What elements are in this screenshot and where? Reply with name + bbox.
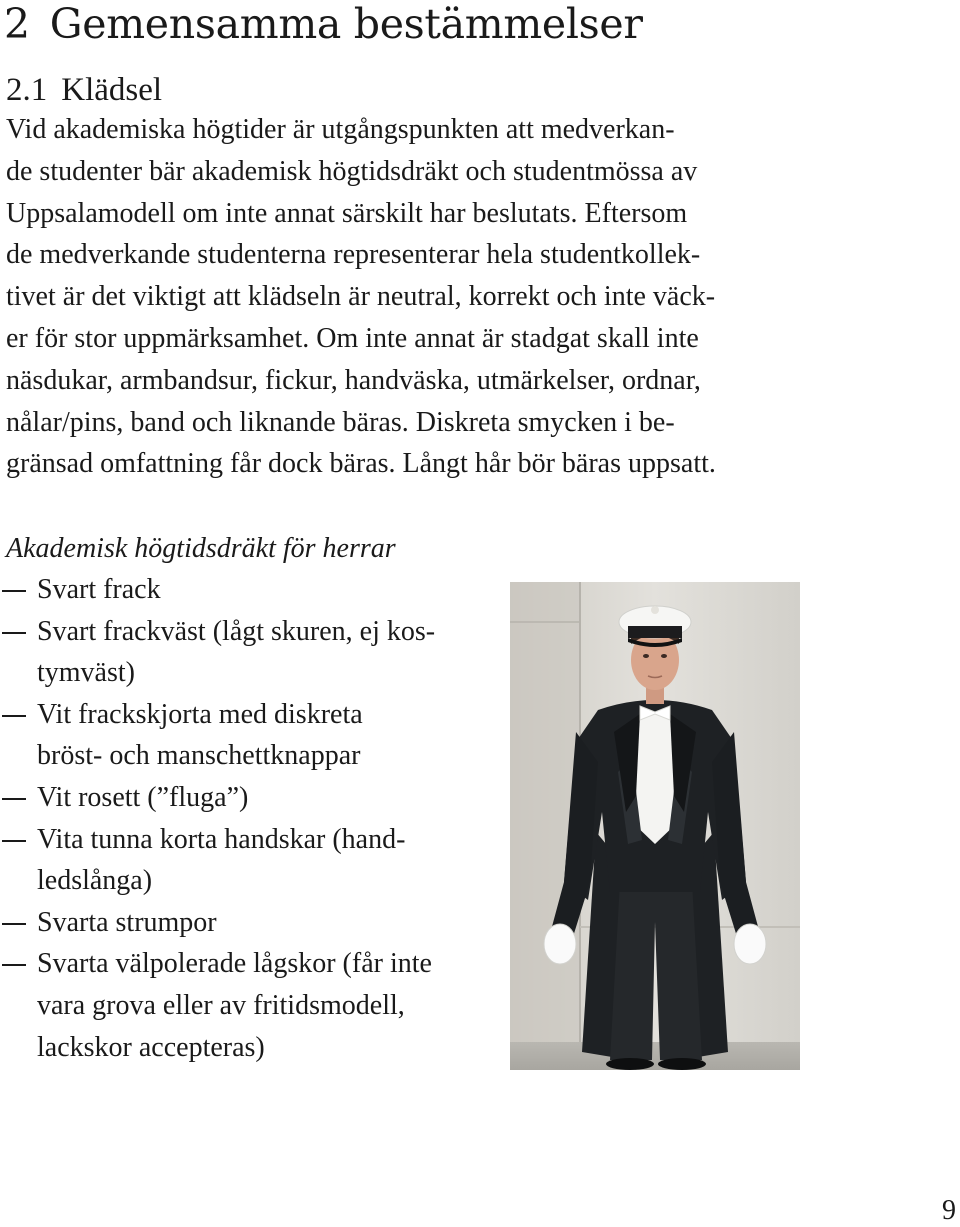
chapter-number: 2 [4,0,30,48]
list-item [0,902,480,944]
body-line: Uppsalamodell om inte annat särskilt har beslutats. Eftersom [6,197,688,229]
list-item [0,777,480,819]
list-item-line: lackskor accepteras) [37,1031,265,1063]
body-line: de studenter bär akademisk högtidsdräkt och studentmössa av [6,155,698,187]
list-item-line: Vit frackskjorta med diskreta [0,694,480,736]
dress-code-list [0,569,480,1068]
section-title-text: Klädsel [61,72,163,108]
body-line: de medverkande studenterna representerar hela studentkollek- [6,239,701,271]
list-item [0,819,480,902]
body-paragraph [6,109,806,485]
list-item-line: tymväst) [37,657,135,689]
section-number: 2.1 [6,72,48,108]
list-item-line: ledslånga) [37,865,153,897]
list-item [0,943,480,1068]
student-tailcoat-photo [510,582,800,1070]
body-line: Vid akademiska högtider är utgångspunkten att medverkan- [6,114,675,145]
body-line: tivet är det viktigt att klädseln är neutral, korrekt och inte väck- [6,281,716,313]
list-item-line: Svarta välpolerade lågskor (får inte [0,943,480,985]
list-item-line: vara grova eller av fritidsmodell, [37,989,405,1021]
body-line: nålar/pins, band och liknande bäras. Diskreta smycken i be- [6,406,675,438]
list-item-line: Svarta strumpor [0,902,480,944]
list-item-line: Vita tunna korta handskar (hand- [0,819,480,861]
list-item [0,611,480,694]
body-line: gränsad omfattning får dock bäras. Långt hår bör bäras uppsatt. [6,448,716,480]
section-title [6,70,162,110]
list-item-line: bröst- och manschettknappar [37,740,361,772]
list-heading: Akademisk högtidsdräkt för herrar [6,533,396,564]
list-item [0,694,480,777]
chapter-title-text: Gemensamma bestämmelser [49,0,643,48]
chapter-title [4,0,643,48]
list-item-line: Vit rosett (”fluga”) [0,777,480,819]
white-gloves [544,924,576,964]
body-line: näsdukar, armbandsur, fickur, handväska, utmärkelser, ordnar, [6,364,701,396]
list-item-line: Svart frack [0,569,480,611]
body-line: er för stor uppmärksamhet. Om inte annat är stadgat skall inte [6,322,699,354]
list-item-line: Svart frackväst (lågt skuren, ej kos- [0,611,480,653]
page-number: 9 [942,1195,956,1226]
list-item [0,569,480,611]
